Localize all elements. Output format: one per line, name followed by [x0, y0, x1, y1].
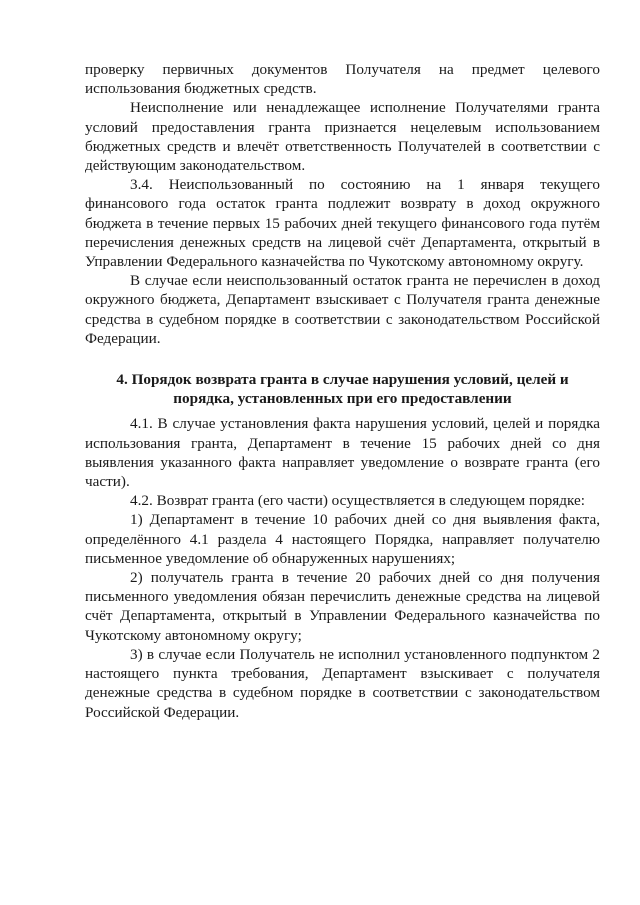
paragraph-continuation: проверку первичных документов Получателя на предмет целевого использования бюджетных средств. [85, 61, 600, 98]
paragraph-4-2: 4.2. Возврат гранта (его части) осуществляется в следующем порядке: [130, 492, 585, 510]
paragraph-item-3: 3) в случае если Получатель не исполнил установленного подпунктом 2 настоящего пункта требования, Департамент взыскивает с получателя денежные средства в судебном порядке в соответствии с законодательством Российской Федерации. [85, 645, 600, 721]
paragraph-item-2: 2) получатель гранта в течение 20 рабочих дней со дня получения письменного уведомления обязан перечислить денежные средства на лицевой счёт Департамента, открытый в Управлении Федерального казначейства по Чукотскому автономному округу; [85, 569, 600, 644]
section-4-heading: 4. Порядок возврата гранта в случае нарушения условий, целей и порядка, установленных при его предоставлении [116, 371, 569, 408]
paragraph-4-1: 4.1. В случае установления факта нарушения условий, целей и порядка использования гранта, Департамент в течение 15 рабочих дней со дня выявления указанного факта направляет уведомление о возврате гранта (его части). [85, 415, 600, 491]
paragraph-3-4: 3.4. Неиспользованный по состоянию на 1 января текущего финансового года остаток гранта подлежит возврату в доход окружного бюджета в течение первых 15 рабочих дней текущего финансового года путём перечисления денежных средств на лицевой счёт Департамента, открытый в Управлении Федерального казначейства по Чукотскому автономному округу. [85, 176, 600, 271]
document-page [85, 60, 600, 722]
paragraph-item-1: 1) Департамент в течение 10 рабочих дней со дня выявления факта, определённого 4.1 раздела 4 настоящего Порядка, направляет получателю письменное уведомление об обнаруженных нарушениях; [85, 511, 600, 567]
paragraph-misuse: Неисполнение или ненадлежащее исполнение Получателями гранта условий предоставления гранта признается нецелевым использованием бюджетных средств и влечёт ответственность Получателей в соответствии с действующим законодательством. [85, 99, 600, 175]
paragraph-court-recovery: В случае если неиспользованный остаток гранта не перечислен в доход окружного бюджета, Департамент взыскивает с Получателя гранта денежные средства в судебном порядке в соответствии с законодательством Российской Федерации. [85, 272, 600, 347]
